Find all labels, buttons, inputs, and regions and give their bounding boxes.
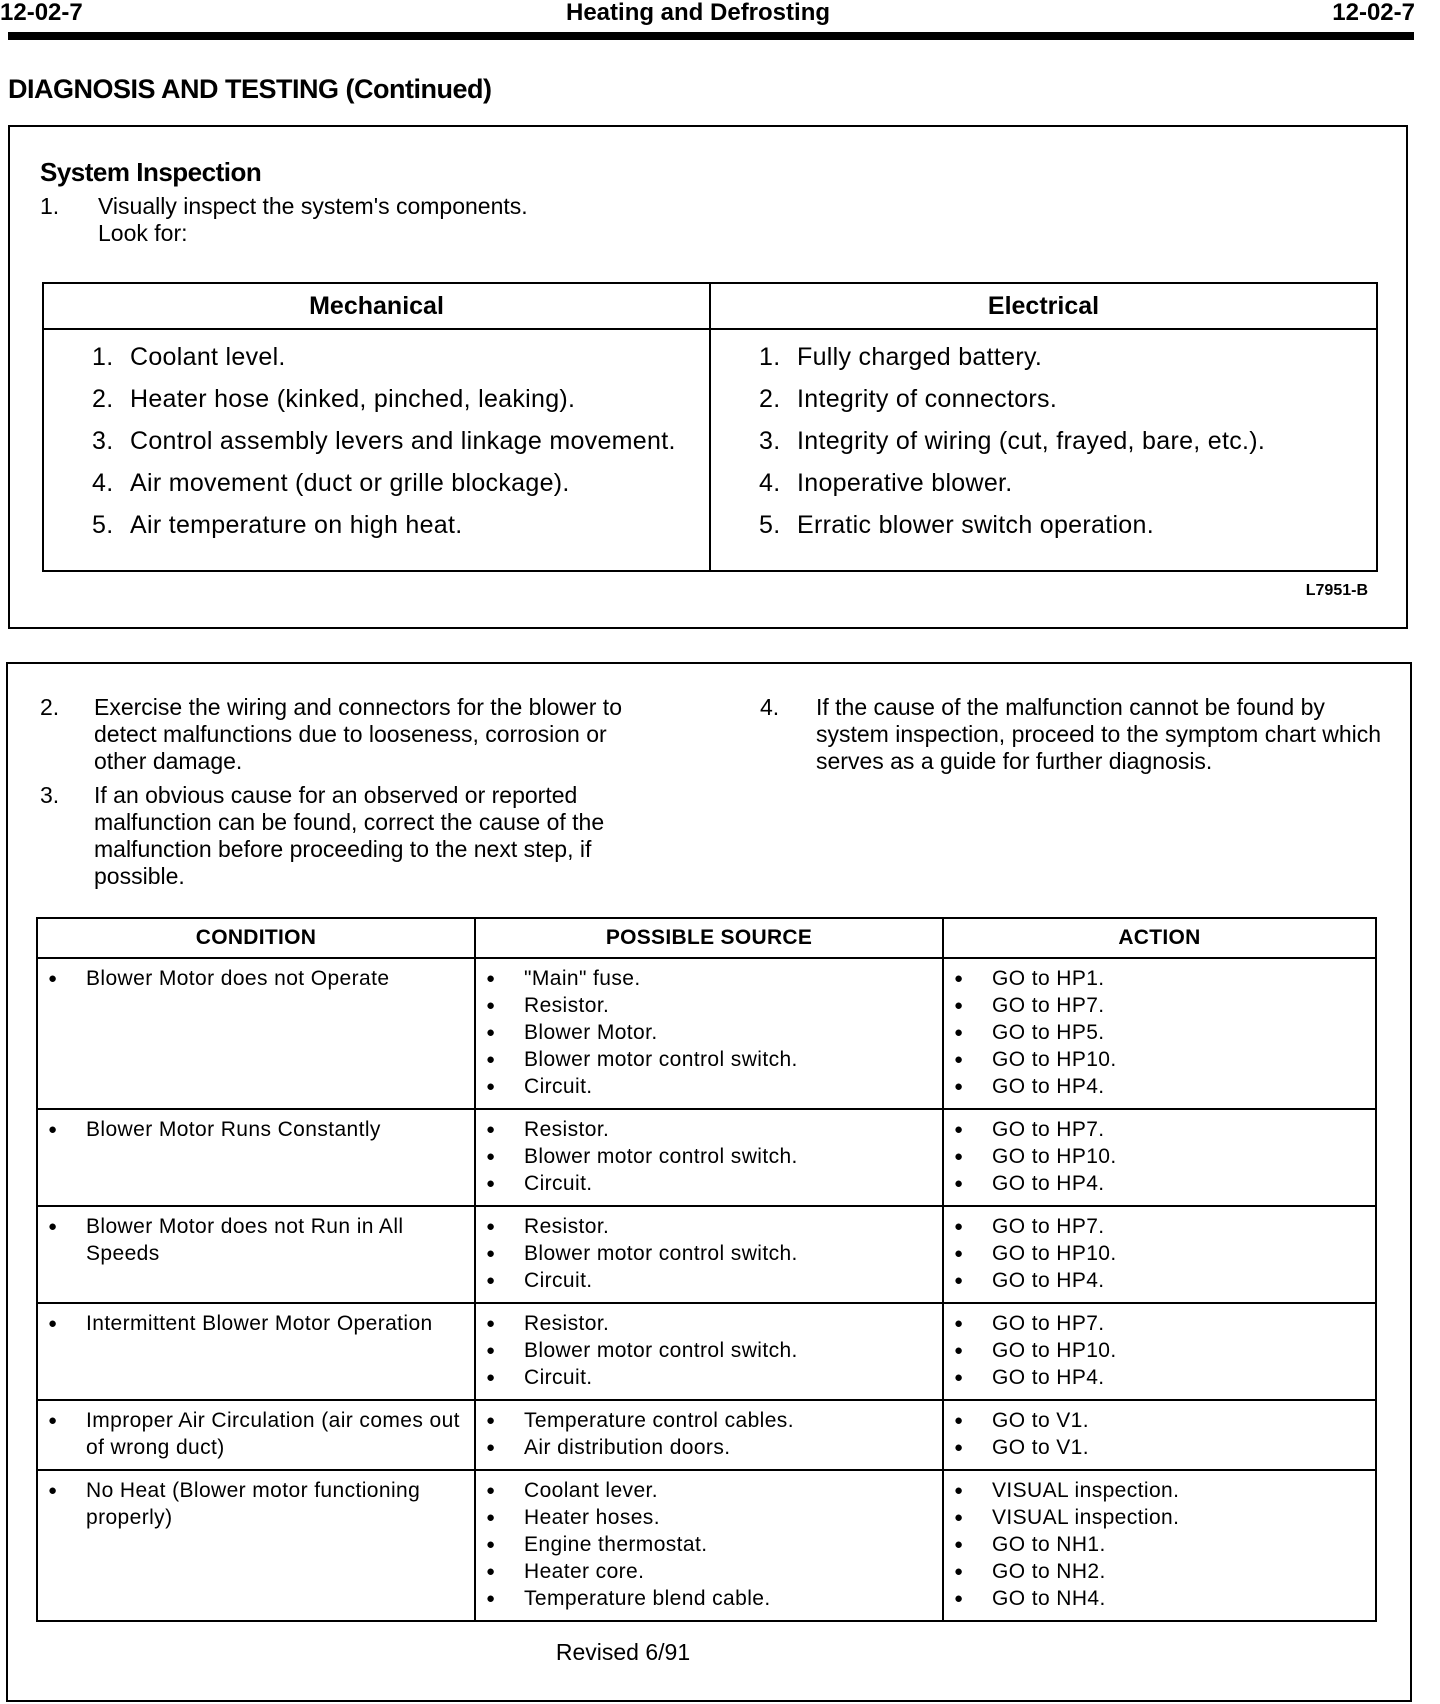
step-4-text: If the cause of the malfunction cannot be found by system inspection, proceed to the symptom chart which serves as a guide for further diagnosis.	[816, 694, 1382, 774]
source-cell	[475, 1400, 943, 1470]
electrical-item-text: Integrity of connectors.	[797, 385, 1058, 413]
source-item: ● Engine thermostat.	[486, 1531, 942, 1558]
condition-list	[38, 1116, 474, 1143]
mechanical-item-text: Air temperature on high heat.	[130, 511, 463, 539]
inspection-table	[42, 282, 1378, 572]
action-cell	[943, 958, 1376, 1109]
chapter-title: Heating and Defrosting	[566, 0, 831, 26]
source-item: ● Heater hoses.	[486, 1504, 942, 1531]
action-item: ● GO to NH4.	[954, 1585, 1375, 1612]
condition-text: ● Blower Motor Runs Constantly	[48, 1116, 474, 1143]
action-item: ● GO to HP7.	[954, 1116, 1375, 1143]
page-number-left: 12-02-7	[0, 0, 83, 26]
action-item: ● GO to NH2.	[954, 1558, 1375, 1585]
action-item: ● GO to HP10.	[954, 1240, 1375, 1267]
action-item: ● VISUAL inspection.	[954, 1504, 1375, 1531]
condition-text: ● Improper Air Circulation (air comes out of wrong duct)	[48, 1407, 474, 1461]
condition-cell	[37, 1206, 475, 1303]
source-item: ● Blower motor control switch.	[486, 1046, 942, 1073]
condition-header: CONDITION	[37, 918, 475, 958]
step-4	[760, 694, 1390, 774]
mechanical-list	[44, 342, 709, 541]
step-4-number: 4.	[760, 694, 780, 720]
source-item: ● Temperature control cables.	[486, 1407, 942, 1434]
electrical-list	[711, 342, 1376, 541]
source-item: ● "Main" fuse.	[486, 965, 942, 992]
action-item: ● GO to HP1.	[954, 965, 1375, 992]
action-item: ● GO to HP10.	[954, 1046, 1375, 1073]
action-item: ● GO to HP4.	[954, 1364, 1375, 1391]
table-row	[37, 1303, 1376, 1400]
table-row	[37, 958, 1376, 1109]
condition-list	[38, 1477, 474, 1531]
electrical-item	[759, 426, 1376, 457]
mechanical-item-number: 1.	[92, 343, 114, 371]
source-header: POSSIBLE SOURCE	[475, 918, 943, 958]
source-list	[476, 1213, 942, 1294]
source-item: ● Circuit.	[486, 1267, 942, 1294]
source-item: ● Air distribution doors.	[486, 1434, 942, 1461]
source-item: ● Circuit.	[486, 1170, 942, 1197]
source-item: ● Resistor.	[486, 1213, 942, 1240]
action-item: ● GO to HP5.	[954, 1019, 1375, 1046]
action-item: ● GO to HP4.	[954, 1073, 1375, 1100]
action-header: ACTION	[943, 918, 1376, 958]
step-3-number: 3.	[40, 782, 60, 808]
action-item: ● GO to HP4.	[954, 1170, 1375, 1197]
electrical-header: Electrical	[710, 283, 1377, 329]
mechanical-header: Mechanical	[43, 283, 710, 329]
source-item: ● Blower motor control switch.	[486, 1143, 942, 1170]
electrical-item-number: 1.	[759, 343, 781, 371]
electrical-item	[759, 384, 1376, 415]
step-3	[40, 782, 660, 892]
step-1-line-1: Visually inspect the system's components.	[98, 193, 528, 219]
mechanical-list-cell	[43, 329, 710, 571]
mechanical-item-number: 4.	[92, 469, 114, 497]
action-item: ● GO to HP10.	[954, 1337, 1375, 1364]
source-cell	[475, 1206, 943, 1303]
source-cell	[475, 1109, 943, 1206]
mechanical-item	[92, 468, 709, 499]
source-item: ● Blower motor control switch.	[486, 1337, 942, 1364]
action-item: ● GO to V1.	[954, 1407, 1375, 1434]
source-item: ● Resistor.	[486, 1116, 942, 1143]
mechanical-item-text: Air movement (duct or grille blockage).	[130, 469, 570, 497]
step-number: 1.	[40, 193, 60, 219]
condition-list	[38, 1407, 474, 1461]
step-2	[40, 694, 660, 774]
action-item: ● GO to HP4.	[954, 1267, 1375, 1294]
page-header	[0, 0, 1415, 30]
source-list	[476, 1407, 942, 1461]
source-list	[476, 1477, 942, 1612]
action-cell	[943, 1303, 1376, 1400]
mechanical-item-number: 2.	[92, 385, 114, 413]
table-row	[37, 1109, 1376, 1206]
diagnosis-table-body	[37, 958, 1376, 1621]
source-cell	[475, 1470, 943, 1621]
diagnosis-table	[36, 917, 1377, 1622]
diagnosis-box	[6, 662, 1412, 1702]
action-cell	[943, 1206, 1376, 1303]
source-item: ● Coolant lever.	[486, 1477, 942, 1504]
condition-cell	[37, 1470, 475, 1621]
source-item: ● Heater core.	[486, 1558, 942, 1585]
action-cell	[943, 1109, 1376, 1206]
electrical-item-number: 5.	[759, 511, 781, 539]
source-item: ● Resistor.	[486, 992, 942, 1019]
step-text	[98, 193, 798, 247]
condition-cell	[37, 1400, 475, 1470]
source-cell	[475, 958, 943, 1109]
mechanical-item	[92, 384, 709, 415]
source-item: ● Blower motor control switch.	[486, 1240, 942, 1267]
source-list	[476, 965, 942, 1100]
source-list	[476, 1116, 942, 1197]
action-list	[944, 1477, 1375, 1612]
table-row	[37, 1470, 1376, 1621]
electrical-item	[759, 468, 1376, 499]
condition-text: ● Intermittent Blower Motor Operation	[48, 1310, 474, 1337]
system-inspection-title: System Inspection	[40, 157, 262, 187]
action-item: ● GO to V1.	[954, 1434, 1375, 1461]
source-list	[476, 1310, 942, 1391]
condition-text: ● Blower Motor does not Run in All Speeds	[48, 1213, 474, 1267]
page-number-right: 12-02-7	[1332, 0, 1415, 26]
action-item: ● GO to HP10.	[954, 1143, 1375, 1170]
source-item: ● Circuit.	[486, 1073, 942, 1100]
revision-footer	[8, 1639, 1410, 1666]
electrical-item-text: Fully charged battery.	[797, 343, 1043, 371]
source-cell	[475, 1303, 943, 1400]
action-cell	[943, 1400, 1376, 1470]
electrical-item-number: 2.	[759, 385, 781, 413]
electrical-item-text: Inoperative blower.	[797, 469, 1013, 497]
mechanical-item-number: 5.	[92, 511, 114, 539]
source-item: ● Resistor.	[486, 1310, 942, 1337]
section-title: DIAGNOSIS AND TESTING (Continued)	[8, 74, 492, 104]
source-item: ● Circuit.	[486, 1364, 942, 1391]
condition-list	[38, 1213, 474, 1267]
table-row	[37, 1400, 1376, 1470]
action-item: ● GO to HP7.	[954, 992, 1375, 1019]
condition-cell	[37, 958, 475, 1109]
revision-date: Revised 6/91	[555, 1639, 691, 1665]
condition-list	[38, 965, 474, 992]
action-list	[944, 1407, 1375, 1461]
source-item: ● Temperature blend cable.	[486, 1585, 942, 1612]
action-list	[944, 1116, 1375, 1197]
mechanical-item-text: Control assembly levers and linkage movement.	[130, 427, 676, 455]
mechanical-item-number: 3.	[92, 427, 114, 455]
electrical-item-text: Integrity of wiring (cut, frayed, bare, etc.).	[797, 427, 1266, 455]
mechanical-item	[92, 510, 709, 541]
figure-code: L7951-B	[1305, 582, 1368, 599]
condition-text: ● No Heat (Blower motor functioning properly)	[48, 1477, 474, 1531]
action-list	[944, 965, 1375, 1100]
system-inspection-box	[8, 125, 1408, 629]
action-cell	[943, 1470, 1376, 1621]
condition-text: ● Blower Motor does not Operate	[48, 965, 474, 992]
condition-list	[38, 1310, 474, 1337]
header-rule	[8, 32, 1414, 40]
mechanical-item-text: Coolant level.	[130, 343, 286, 371]
mechanical-item	[92, 426, 709, 457]
action-item: ● GO to NH1.	[954, 1531, 1375, 1558]
condition-cell	[37, 1303, 475, 1400]
electrical-item	[759, 510, 1376, 541]
action-item: ● GO to HP7.	[954, 1213, 1375, 1240]
mechanical-item	[92, 342, 709, 373]
action-list	[944, 1310, 1375, 1391]
action-item: ● VISUAL inspection.	[954, 1477, 1375, 1504]
action-item: ● GO to HP7.	[954, 1310, 1375, 1337]
electrical-item-text: Erratic blower switch operation.	[797, 511, 1154, 539]
electrical-item	[759, 342, 1376, 373]
table-row	[37, 1206, 1376, 1303]
condition-cell	[37, 1109, 475, 1206]
step-2-text: Exercise the wiring and connectors for the blower to detect malfunctions due to looseness, corrosion or other damage.	[94, 694, 622, 774]
step-3-text: If an obvious cause for an observed or reported malfunction can be found, correct the cause of the malfunction before proceeding to the next step, if possible.	[94, 782, 605, 889]
action-list	[944, 1213, 1375, 1294]
step-1-line-2: Look for:	[98, 220, 188, 246]
electrical-item-number: 4.	[759, 469, 781, 497]
source-item: ● Blower Motor.	[486, 1019, 942, 1046]
electrical-list-cell	[710, 329, 1377, 571]
electrical-item-number: 3.	[759, 427, 781, 455]
mechanical-item-text: Heater hose (kinked, pinched, leaking).	[130, 385, 576, 413]
step-2-number: 2.	[40, 694, 60, 720]
